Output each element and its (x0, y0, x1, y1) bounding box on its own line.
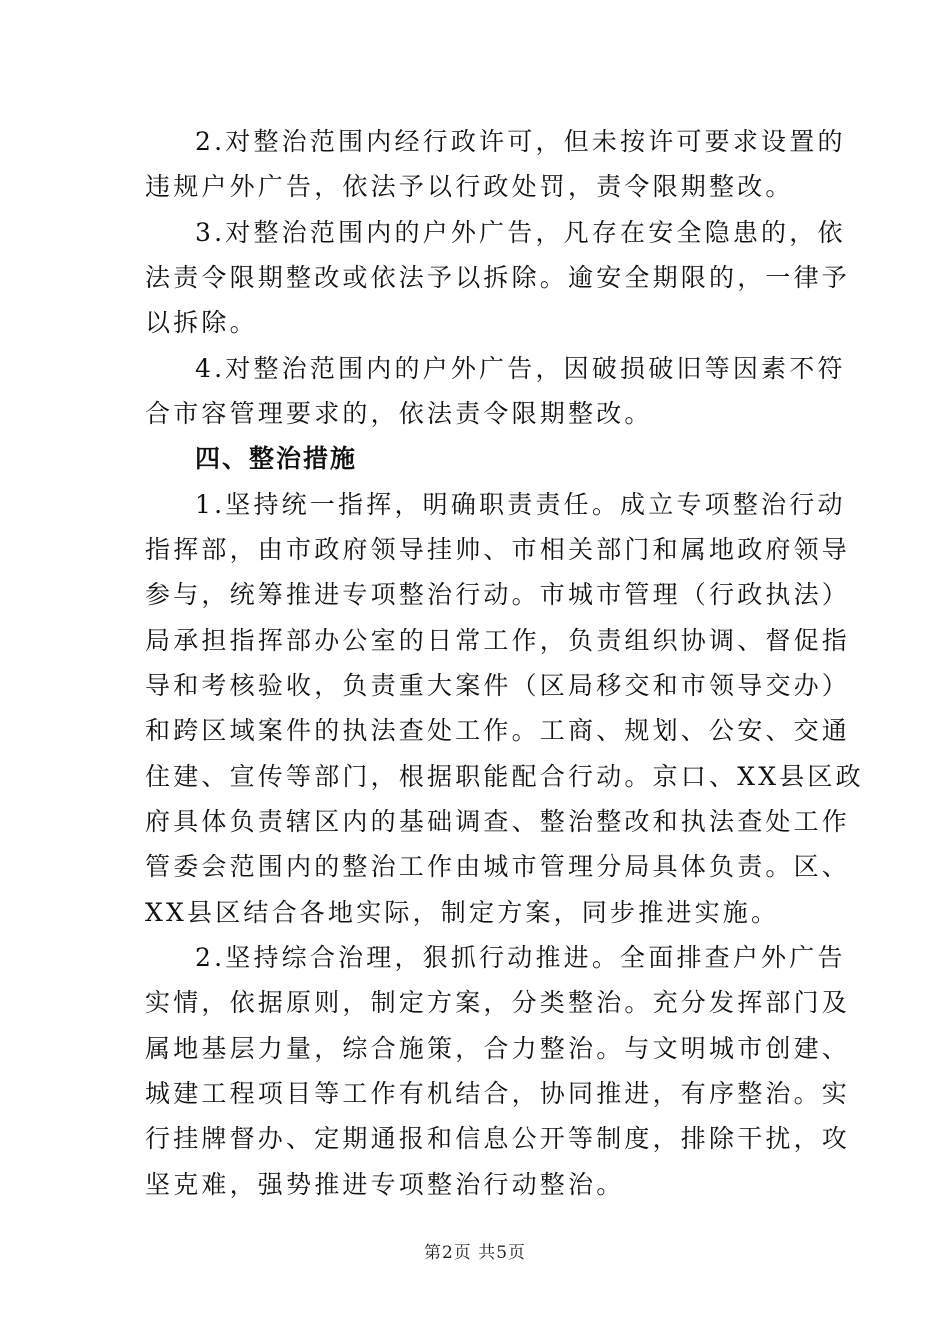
paragraph-line: 以拆除。 (145, 308, 258, 337)
paragraph-line: 合市容管理要求的，依法责令限期整改。 (145, 399, 653, 428)
paragraph-line: 行挂牌督办、定期通报和信息公开等制度，排除干扰，攻 (145, 1124, 851, 1153)
paragraph-line: 4.对整治范围内的户外广告，因破损破旧等因素不符 (195, 354, 846, 383)
paragraph-line: 属地基层力量，综合施策，合力整治。与文明城市创建、 (145, 1034, 851, 1063)
paragraph-line: 管委会范围内的整治工作由城市管理分局具体负责。区、 (145, 852, 851, 881)
paragraph-line: 参与，统筹推进专项整治行动。市城市管理（行政执法） (145, 580, 851, 609)
paragraph-line: 导和考核验收，负责重大案件（区局移交和市领导交办） (145, 671, 851, 700)
paragraph-line: 住建、宣传等部门，根据职能配合行动。京口、XX县区政 (145, 762, 864, 791)
paragraph-line: 2.对整治范围内经行政许可，但未按许可要求设置的 (195, 127, 846, 156)
paragraph-line: 2.坚持综合治理，狠抓行动推进。全面排查户外广告 (195, 943, 846, 972)
paragraph-line: 局承担指挥部办公室的日常工作，负责组织协调、督促指 (145, 626, 851, 655)
paragraph-line: 和跨区域案件的执法查处工作。工商、规划、公安、交通 (145, 716, 851, 745)
paragraph-line: 府具体负责辖区内的基础调查、整治整改和执法查处工作 (145, 807, 851, 836)
paragraph-line: 违规户外广告，依法予以行政处罚，责令限期整改。 (145, 172, 794, 201)
paragraph-line: 3.对整治范围内的户外广告，凡存在安全隐患的，依 (195, 218, 846, 247)
paragraph-line: 指挥部，由市政府领导挂帅、市相关部门和属地政府领导 (145, 535, 851, 564)
paragraph-line: XX县区结合各地实际，制定方案，同步推进实施。 (145, 898, 780, 927)
page-number-footer: 第2页 共5页 (423, 1243, 527, 1263)
section-heading: 四、整治措施 (195, 444, 358, 473)
paragraph-line: 坚克难，强势推进专项整治行动整治。 (145, 1170, 625, 1199)
paragraph-line: 1.坚持统一指挥，明确职责责任。成立专项整治行动 (195, 490, 846, 519)
paragraph-line: 实情，依据原则，制定方案，分类整治。充分发挥部门及 (145, 988, 851, 1017)
paragraph-line: 城建工程项目等工作有机结合，协同推进，有序整治。实 (145, 1079, 851, 1108)
paragraph-line: 法责令限期整改或依法予以拆除。逾安全期限的，一律予 (145, 263, 851, 292)
